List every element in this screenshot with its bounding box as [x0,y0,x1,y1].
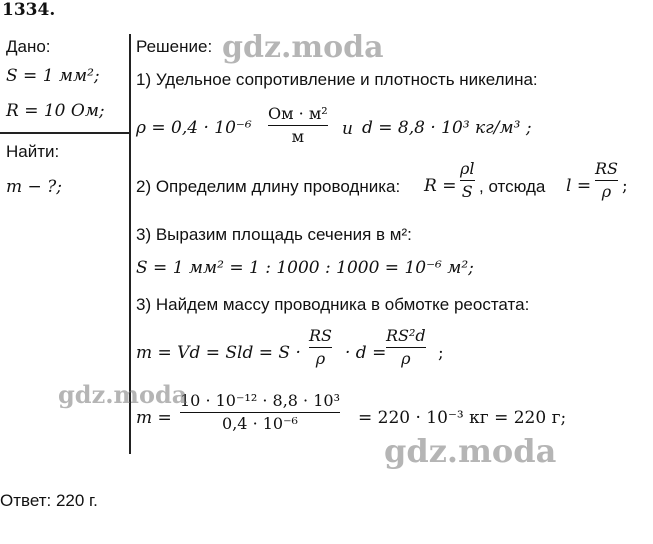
given-divider [0,132,130,134]
answer: Ответ: 220 г. [0,491,98,510]
given-header: Дано: [6,37,51,56]
step3-text: 3) Выразим площадь сечения в м²: [136,225,412,244]
step2-frac2-num: RS [595,159,619,178]
mass-frac1-num: RS [309,326,333,345]
step1-text: 1) Удельное сопротивление и плотность никелина: [136,70,538,89]
step3-formula: S = 1 мм² = 1 : 1000 : 1000 = 10⁻⁶ м²; [136,258,474,278]
mass-lhs: m = Vd = Sld = S · [136,343,301,363]
step2-frac1-num: ρl [460,159,475,178]
given-s: S = 1 мм²; [6,66,100,86]
given-r: R = 10 Ом; [6,101,105,121]
mass-frac1-den: ρ [315,349,326,369]
mass-mid: · d = [345,343,387,363]
calc-rhs: = 220 · 10⁻³ кг = 220 г; [358,408,567,428]
calc-fraction [180,392,340,434]
step2-r: R = [424,176,457,196]
step2-l: l = [566,176,592,196]
mass-frac2-num: RS²d [386,326,426,345]
step2-text: 2) Определим длину проводника: [136,177,401,196]
mass-fraction-1 [309,327,332,369]
watermark-top: gdz.moda [222,30,384,65]
mass-fraction-2 [386,327,426,369]
step2-frac1-den: S [461,182,473,202]
calc-num: 10 · 10⁻¹² · 8,8 · 10³ [180,391,340,410]
step2-end: ; [622,176,628,196]
calc-den: 0,4 · 10⁻⁶ [222,414,298,434]
rho-and: и [342,119,353,139]
solution-header: Решение: [136,37,213,56]
rho-unit-den: м [291,127,305,147]
find-header: Найти: [6,142,60,161]
mass-end: ; [438,343,444,363]
density: d = 8,8 · 10³ кг/м³ ; [362,118,532,138]
step2-fraction-1 [460,160,475,202]
rho-unit-fraction [268,105,328,147]
step2-frac2-den: ρ [601,182,612,202]
watermark-left: gdz.moda [58,380,188,409]
step4-text: 3) Найдем массу проводника в обмотке реостата: [136,295,530,314]
rho-lhs: ρ = 0,4 · 10⁻⁶ [136,118,252,138]
mass-frac2-den: ρ [401,349,411,369]
rho-unit-num: Ом · м² [268,104,328,123]
watermark-bottom: gdz.moda [384,432,557,470]
calc-lhs: m = [136,408,172,428]
problem-number: 1334. [2,0,56,20]
step2-otsyuda: , отсюда [479,177,546,196]
find-line: m − ?; [6,177,63,197]
step2-fraction-2 [595,160,618,202]
